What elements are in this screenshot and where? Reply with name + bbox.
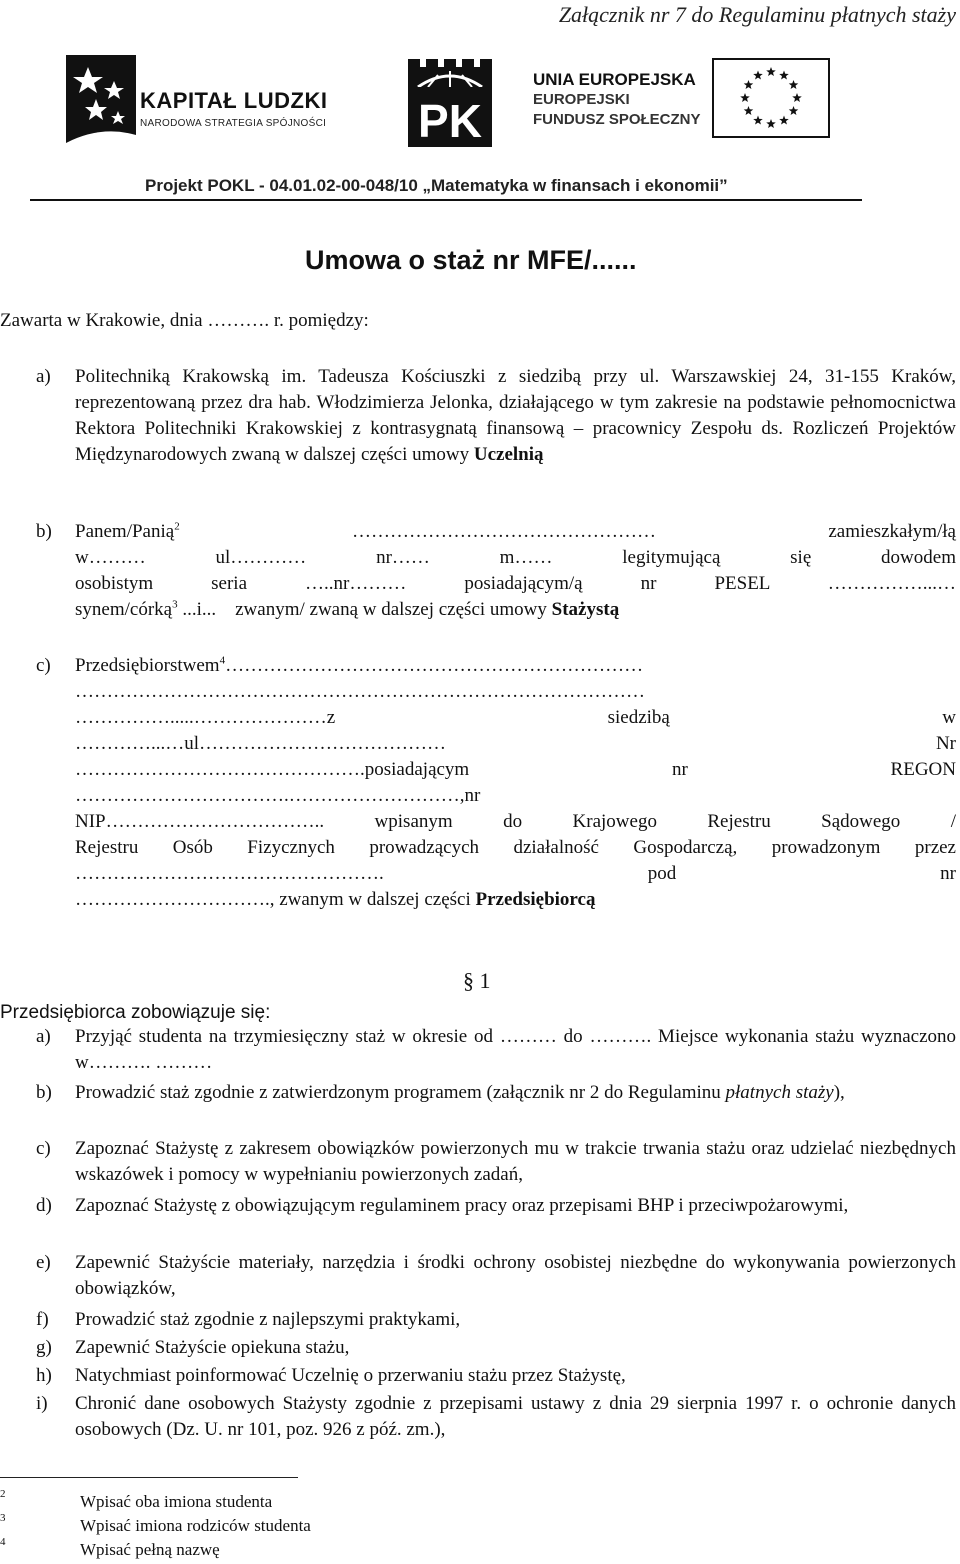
party-c-line-10 — [75, 887, 956, 913]
list-item-text-a: Prowadzić staż zgodnie z zatwierdzonym programem (załącznik nr 2 do Regulaminu — [75, 1082, 726, 1103]
party-c-line-6: …………………………….………………………,nr — [75, 785, 481, 806]
party-a-text — [75, 364, 956, 468]
ue-line-1: UNIA EUROPEJSKA — [533, 70, 696, 89]
party-b-label: b) — [36, 521, 52, 542]
list-item — [36, 1307, 956, 1335]
list-item — [36, 1136, 956, 1193]
eu-stars-flag-icon — [712, 58, 830, 138]
list-item-label: h) — [36, 1365, 52, 1386]
party-b-line-2: w……… ul………… nr…… m…… legitymującą się dowodem — [75, 547, 956, 568]
list-item-text: Natychmiast poinformować Uczelnię o przerwaniu stażu przez Stażystę, — [75, 1365, 626, 1386]
politechnika-krakowska-emblem-icon — [404, 57, 496, 149]
party-c-line-4: …………...…ul………………………………… Nr — [75, 733, 956, 754]
party-b-line-3: osobistym seria …..nr……… posiadającym/ą nr PESEL ……………...… — [75, 573, 956, 594]
party-b-panem: Panem/Panią — [75, 521, 175, 542]
ue-line-3: FUNDUSZ SPOŁECZNY — [533, 111, 701, 128]
list-item-text: Zapewnić Stażyście opiekuna stażu, — [75, 1337, 350, 1358]
list-item-label: g) — [36, 1337, 52, 1358]
party-a-plain: Politechniką Krakowską im. Tadeusza Kościuszki z siedzibą przy ul. Warszawskiej 24, 31-155 Kraków, reprezentowaną przez dra hab. Włodzimierza Jelonka, działającego w tym zakresie na podstawie pełnomocnictwa Rektora Politechniki Krakowskiej z kontrasygnatą finansową – pracownicy Zespołu ds. Rozliczeń Projektów Międzynarodowych zwaną w dalszej części umowy — [75, 366, 956, 465]
list-item-label: e) — [36, 1252, 51, 1273]
list-item-text — [75, 1080, 956, 1106]
footnote — [0, 1512, 400, 1536]
party-c-defined-term: Przedsiębiorcą — [475, 889, 596, 910]
kapital-ludzki-emblem-icon — [66, 55, 136, 145]
footnote-divider — [0, 1477, 298, 1478]
party-c-label: c) — [36, 655, 51, 676]
list-item-text: Przyjąć studenta na trzymiesięczny staż w okresie od ……… do ………. Miejsce wykonania stażu wyznaczono w………. ……… — [75, 1026, 956, 1073]
party-c-name-blank: ………………………………………………………… — [225, 655, 644, 676]
party-c-przedsiebiorstwem: Przedsiębiorstwem — [75, 655, 220, 676]
eu-flag — [712, 58, 830, 138]
list-item-text: Chronić dane osobowych Stażysty zgodnie z przepisami ustawy z dnia 29 sierpnia 1997 r. o ochronie danych osobowych (Dz. U. nr 101, poz. 926 z póź. zm.), — [75, 1393, 956, 1440]
header-divider — [30, 199, 862, 201]
attachment-note: Załącznik nr 7 do Regulaminu płatnych staży — [558, 2, 956, 27]
list-item — [36, 1080, 956, 1136]
contract-intro: Zawarta w Krakowie, dnia ………. r. pomiędzy: — [0, 310, 369, 331]
party-c-line-2: ……………………………………………………………………………… — [75, 681, 645, 702]
list-item-text: Prowadzić staż zgodnie z najlepszymi praktykami, — [75, 1309, 461, 1330]
kapital-ludzki-subtitle: NARODOWA STRATEGIA SPÓJNOŚCI — [140, 118, 327, 129]
footnote — [0, 1488, 400, 1512]
party-c-line-8: Rejestru Osób Fizycznych prowadzących działalność Gospodarczą, prowadzonym przez — [75, 837, 956, 858]
party-b-line-1 — [75, 519, 956, 545]
list-item — [36, 1391, 956, 1447]
party-b-synem: synem/córką — [75, 599, 173, 620]
party-c-line-5: ……………………………………….posiadającym nr REGON — [75, 759, 956, 780]
footnote-text: Wpisać imiona rodziców studenta — [80, 1516, 311, 1535]
ue-logo-text — [533, 70, 701, 130]
pk-logo-text: PK — [418, 95, 482, 147]
footnote — [0, 1536, 400, 1560]
list-item-text: Zapewnić Stażyście materiały, narzędzia i środki ochrony osobistej niezbędne do wykonywania powierzonych obowiązków, — [75, 1252, 956, 1299]
list-item — [36, 1024, 956, 1080]
footnote-text: Wpisać pełną nazwę — [80, 1540, 220, 1559]
footnote-ref-2: 2 — [174, 520, 180, 533]
list-item-label: i) — [36, 1393, 48, 1414]
list-item-label: f) — [36, 1309, 49, 1330]
contract-title: Umowa o staż nr MFE/...... — [305, 245, 637, 275]
party-b-zwanym: zwanym/ zwaną w dalszej części umowy — [235, 599, 547, 620]
footnote-number: 4 — [0, 1536, 6, 1548]
list-item-text: Zapoznać Stażystę z obowiązującym regulaminem pracy oraz przepisami BHP i przeciwpożarowymi, — [75, 1195, 849, 1216]
party-b-name-blank: ………………………………………… — [352, 521, 657, 542]
list-item-label: a) — [36, 1026, 51, 1047]
list-item — [36, 1335, 956, 1363]
party-b-text — [75, 519, 956, 623]
party-a-label: a) — [36, 366, 51, 387]
footnote-number: 2 — [0, 1488, 6, 1500]
list-item-label: b) — [36, 1082, 52, 1103]
party-b-defined-term: Stażystą — [551, 599, 620, 620]
party-c-zwanym: …………………………., zwanym w dalszej części — [75, 889, 471, 910]
kapital-ludzki-title: KAPITAŁ LUDZKI — [140, 88, 328, 113]
party-c-line-9: …………………………………………. pod nr — [75, 863, 956, 884]
obligations-list — [36, 1024, 956, 1447]
kapital-ludzki-text — [140, 88, 327, 129]
list-item-text: Zapoznać Stażystę z zakresem obowiązków powierzonych mu w trakcie trwania stażu oraz udzielać niezbędnych wskazówek i pomocy w wypełnianiu powierzonych zadań, — [75, 1138, 956, 1185]
list-item — [36, 1193, 956, 1250]
section-1-lead: Przedsiębiorca zobowiązuje się: — [0, 1002, 271, 1023]
party-a-defined-term: Uczelnią — [473, 444, 544, 465]
project-line: Projekt POKL - 04.01.02-00-048/10 „Matematyka w finansach i ekonomii” — [145, 176, 728, 195]
list-item-italic: płatnych staży — [725, 1082, 834, 1103]
list-item — [36, 1250, 956, 1307]
party-c-line-3: …………….....…………………z siedzibą w — [75, 707, 956, 728]
party-b-parents-blank: ...i... — [182, 599, 217, 620]
kapital-ludzki-logo — [66, 55, 136, 145]
party-b-zamieszkalym: zamieszkałym/łą — [828, 521, 956, 542]
section-1-mark: § 1 — [463, 968, 491, 993]
footnotes — [0, 1488, 400, 1564]
ue-line-2: EUROPEJSKI — [533, 91, 630, 108]
footnote-ref-4: 4 — [219, 654, 226, 667]
footnote-text: Wpisać oba imiona studenta — [80, 1492, 273, 1511]
footnote-number: 3 — [0, 1512, 6, 1524]
list-item-text-b: ), — [833, 1082, 845, 1103]
list-item-label: d) — [36, 1195, 52, 1216]
party-c-line-7: NIP…………………………….. wpisanym do Krajowego Rejestru Sądowego / — [75, 811, 956, 832]
party-b-line-4 — [75, 597, 956, 623]
list-item — [36, 1363, 956, 1391]
party-c-line-1 — [75, 653, 956, 679]
list-item-label: c) — [36, 1138, 51, 1159]
party-c-text — [75, 653, 956, 913]
footnote-ref-3: 3 — [172, 598, 178, 611]
pk-logo — [404, 57, 496, 149]
